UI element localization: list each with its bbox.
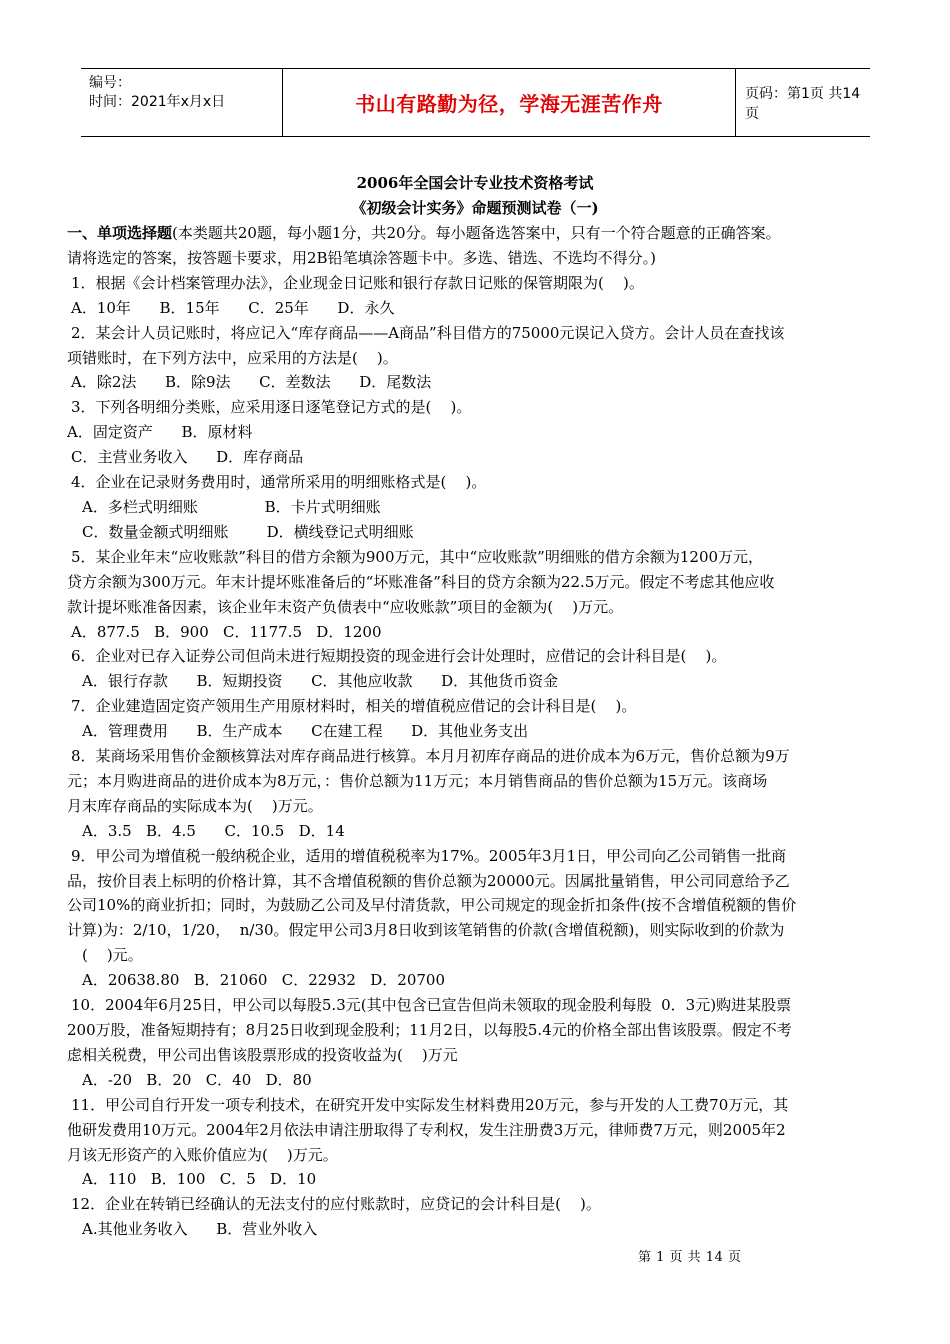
line-text: A．20638.80 B．21060 C．22932 D．20700: [82, 971, 445, 990]
text-line: [67, 346, 887, 371]
text-line: [67, 794, 887, 819]
text-line: [67, 1093, 887, 1118]
text-line: [67, 1018, 887, 1043]
line-text: ( )元。: [82, 946, 143, 965]
line-text: 9．甲公司为增值税一般纳税企业，适用的增值税税率为17%。2005年3月1日，甲公司向乙公司销售一批商: [71, 846, 787, 865]
line-text: 月该无形资产的入账价值应为( )万元。: [67, 1145, 338, 1164]
line-text: 他研发费用10万元。2004年2月依法申请注册取得了专利权，发生注册费3万元，律师费7万元，则2005年2: [67, 1120, 786, 1139]
line-text: 项错账时，在下列方法中，应采用的方法是( )。: [67, 348, 398, 367]
line-text: 2．某会计人员记账时，将应记入“库存商品——A商品”科目借方的75000元误记入贷方。会计人员在查找该: [71, 323, 785, 342]
text-line: [67, 271, 887, 296]
text-line: [67, 1043, 887, 1068]
question-body: [67, 221, 887, 1242]
line-text: 3．下列各明细分类账，应采用逐日逐笔登记方式的是( )。: [71, 398, 472, 417]
line-text: 品，按价目表上标明的价格计算，其不含增值税额的售价总额为20000元。因属批量销售，甲公司同意给予乙: [67, 871, 790, 890]
line-text: 200万股，准备短期持有；8月25日收到现金股利；11月2日，以每股5.4元的价格全部出售该股票。假定不考: [67, 1021, 792, 1039]
text-line: [67, 694, 887, 719]
line-text: A．-20 B．20 C．40 D．80: [82, 1070, 312, 1089]
text-line: [67, 744, 887, 769]
text-line: [67, 495, 887, 520]
line-text: 公司10%的商业折扣；同时，为鼓励乙公司及早付清货款，甲公司规定的现金折扣条件(按不含增值税额的售价: [67, 896, 797, 915]
line-text: 1．根据《会计档案管理办法》，企业现金日记账和银行存款日记账的保管期限为( )。: [71, 273, 644, 292]
text-line: [67, 893, 887, 918]
text-line: [67, 545, 887, 570]
text-line: [67, 669, 887, 694]
line-text: A．银行存款 B．短期投资 C．其他应收款 D．其他货币资金: [82, 672, 559, 691]
text-line: [67, 993, 887, 1018]
text-line: [67, 1068, 887, 1093]
text-line: [67, 370, 887, 395]
text-line: [67, 296, 887, 321]
text-line: [67, 644, 887, 669]
line-text: 虑相关税费，甲公司出售该股票形成的投资收益为( )万元: [67, 1045, 458, 1064]
line-text: 12．企业在转销已经确认的无法支付的应付账款时，应贷记的会计科目是( )。: [71, 1195, 601, 1214]
text-line: [67, 819, 887, 844]
page-footer: 第 1 页 共 14 页: [638, 1250, 742, 1265]
line-text: 11．甲公司自行开发一项专利技术，在研究开发中实际发生材料费用20万元，参与开发的人工费70万元，其: [71, 1095, 789, 1114]
text-line: [67, 1217, 887, 1242]
header-left-cell: [81, 69, 282, 136]
text-line: [67, 943, 887, 968]
line-text: 8．某商场采用售价金额核算法对库存商品进行核算。本月月初库存商品的进价成本为6万元，售价总额为9万: [71, 747, 790, 766]
line-text: C．数量金额式明细账 D．横线登记式明细账: [82, 522, 414, 541]
line-text: 10．2004年6月25日，甲公司以每股5.3元(其中包含已宣告但尚未领取的现金股利每股 0．3元)购进某股票: [71, 996, 792, 1015]
text-line: [67, 570, 887, 595]
text-line: [67, 918, 887, 943]
line-text: 计算)为：2/10，1/20， n/30。假定甲公司3月8日收到该笔销售的价款(含增值税额)，则实际收到的价款为: [67, 921, 785, 940]
line-text: 贷方余额为300万元。年末计提坏账准备后的“坏账准备”科目的贷方余额为22.5万元。假定不考虑其他应收: [67, 572, 775, 591]
text-line: [67, 221, 887, 246]
line-text: A．管理费用 B．生产成本 C在建工程 D．其他业务支出: [82, 722, 529, 741]
text-line: [67, 420, 887, 445]
header-motto: 书山有路勤为径，学海无涯苦作舟: [355, 92, 663, 116]
text-line: [67, 869, 887, 894]
section-heading: 一、单项选择题: [67, 224, 173, 242]
text-line: [67, 620, 887, 645]
line-text: A．3.5 B．4.5 C．10.5 D．14: [82, 821, 345, 840]
line-text: 6．企业对已存入证券公司但尚未进行短期投资的现金进行会计处理时，应借记的会计科目是( )。: [71, 647, 727, 666]
text-line: [67, 470, 887, 495]
text-line: [67, 445, 887, 470]
line-text: A．除2法 B．除9法 C．差数法 D．尾数法: [71, 373, 432, 392]
line-text: A.其他业务收入 B．营业外收入: [82, 1220, 318, 1239]
header-page-cell: [735, 69, 870, 136]
text-line: [67, 246, 887, 271]
line-text: 元；本月购进商品的进价成本为8万元，：售价总额为11万元；本月销售商品的售价总额为15万元。该商场: [67, 771, 768, 790]
line-text: A．877.5 B．900 C．1177.5 D．1200: [71, 622, 382, 641]
text-line: [67, 844, 887, 869]
text-line: [67, 595, 887, 620]
document-time-label: 时间：2021年x月x日: [89, 94, 226, 110]
line-text: 款计提坏账准备因素，该企业年末资产负债表中“应收账款”项目的金额为( )万元。: [67, 597, 624, 616]
text-line: [67, 1167, 887, 1192]
header-motto-cell: [282, 69, 736, 136]
page-header: [81, 68, 870, 137]
line-text: A．110 B．100 C．5 D．10: [82, 1170, 317, 1189]
line-text: 5．某企业年末“应收账款”科目的借方余额为900万元，其中“应收账款”明细账的借方余额为1200万元，: [71, 547, 764, 566]
text-line: [67, 395, 887, 420]
exam-title: 2006年全国会计专业技术资格考试: [356, 174, 594, 192]
line-text: (本类题共20题，每小题1分，共20分。每小题备选答案中，只有一个符合题意的正确答案。: [172, 224, 781, 242]
text-line: [67, 719, 887, 744]
line-text: C．主营业务收入 D．库存商品: [71, 448, 304, 467]
line-text: A．多栏式明细账 B．卡片式明细账: [82, 497, 381, 516]
text-line: [67, 321, 887, 346]
line-text: 4．企业在记录财务费用时，通常所采用的明细账格式是( )。: [71, 473, 487, 492]
text-line: [67, 520, 887, 545]
line-text: 7．企业建造固定资产领用生产用原材料时，相关的增值税应借记的会计科目是( )。: [71, 697, 637, 716]
text-line: [67, 1143, 887, 1168]
text-line: [67, 1192, 887, 1217]
exam-subtitle: 《初级会计实务》命题预测试卷（一): [351, 199, 599, 217]
line-text: 请将选定的答案，按答题卡要求，用2B铅笔填涂答题卡中。多选、错选、不选均不得分。): [67, 248, 656, 267]
text-line: [67, 1118, 887, 1143]
header-page-info: 页码：第1页 共14页: [745, 85, 861, 122]
document-number-label: 编号：: [89, 75, 131, 91]
line-text: 月末库存商品的实际成本为( )万元。: [67, 796, 323, 815]
text-line: [67, 769, 887, 794]
line-text: A．10年 B．15年 C．25年 D．永久: [71, 298, 395, 317]
line-text: A．固定资产 B．原材料: [67, 423, 253, 442]
text-line: [67, 968, 887, 993]
